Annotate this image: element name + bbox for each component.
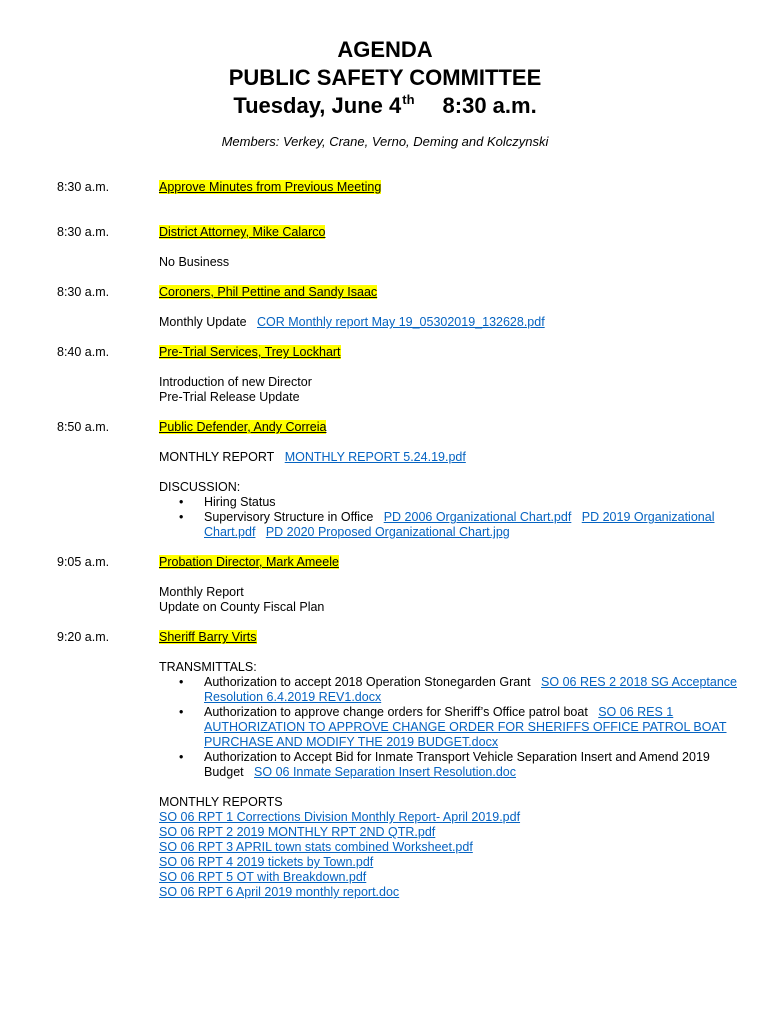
agenda-item-pretrial xyxy=(57,345,737,405)
pd-bullet-2-text: Supervisory Structure in Office xyxy=(204,510,374,524)
coroners-text: Monthly Update xyxy=(159,315,247,329)
list-item xyxy=(159,495,737,510)
pd-2020-chart-link[interactable]: PD 2020 Proposed Organizational Chart.jpg xyxy=(265,525,510,539)
item-title-pretrial[interactable]: Pre-Trial Services, Trey Lockhart xyxy=(159,345,341,359)
meeting-time: 8:30 a.m. xyxy=(442,93,537,118)
monthly-report-link[interactable]: SO 06 RPT 1 Corrections Division Monthly Report- April 2019.pdf xyxy=(159,810,521,824)
monthly-report-link[interactable]: SO 06 RPT 3 APRIL town stats combined Worksheet.pdf xyxy=(159,840,473,854)
monthly-report-link[interactable]: SO 06 RPT 2 2019 MONTHLY RPT 2ND QTR.pdf xyxy=(159,825,436,839)
agenda-item-probation xyxy=(57,555,737,615)
pd-report-text: MONTHLY REPORT xyxy=(159,450,275,464)
pretrial-line-1: Introduction of new Director xyxy=(159,375,312,389)
pd-discussion-label: DISCUSSION: xyxy=(159,480,241,494)
item-title-district-attorney[interactable]: District Attorney, Mike Calarco xyxy=(159,225,326,239)
meeting-date: Tuesday, June 4 xyxy=(233,93,402,118)
pd-2006-chart-link[interactable]: PD 2006 Organizational Chart.pdf xyxy=(383,510,572,524)
agenda-item-sheriff xyxy=(57,630,737,900)
transmittals-label: TRANSMITTALS: xyxy=(159,660,257,674)
agenda-title: AGENDA xyxy=(337,37,433,62)
members-list: Members: Verkey, Crane, Verno, Deming and Kolczynski xyxy=(221,134,549,149)
transmittal-3-link[interactable]: SO 06 Inmate Separation Insert Resolution.doc xyxy=(254,765,517,779)
date-suffix: th xyxy=(402,92,415,107)
pretrial-line-2: Pre-Trial Release Update xyxy=(159,390,300,404)
agenda-item-minutes xyxy=(57,180,737,195)
list-item xyxy=(159,510,737,540)
pd-report-link[interactable]: MONTHLY REPORT 5.24.19.pdf xyxy=(284,450,466,464)
item-time: 9:20 a.m. xyxy=(57,630,110,644)
item-time: 8:40 a.m. xyxy=(57,345,110,359)
list-item xyxy=(159,750,737,780)
list-item xyxy=(159,705,737,750)
transmittals-list xyxy=(159,675,737,780)
agenda-item-district-attorney xyxy=(57,225,737,270)
monthly-report-link[interactable]: SO 06 RPT 6 April 2019 monthly report.doc xyxy=(159,885,400,899)
coroners-report-link[interactable]: COR Monthly report May 19_05302019_132628.pdf xyxy=(256,315,545,329)
monthly-reports-label: MONTHLY REPORTS xyxy=(159,795,283,809)
da-note: No Business xyxy=(159,255,230,269)
transmittal-2-text: Authorization to approve change orders for Sheriff’s Office patrol boat xyxy=(204,705,588,719)
bullet-icon: • xyxy=(179,510,184,524)
item-time: 8:30 a.m. xyxy=(57,180,110,194)
transmittal-1-link[interactable]: SO 06 RES 2 2018 SG Acceptance Resolution 6.4.2019 REV1.docx xyxy=(204,675,737,704)
agenda-header xyxy=(0,36,770,149)
pd-2019-chart-link[interactable]: PD 2019 Organizational Chart.pdf xyxy=(204,510,715,539)
meeting-date-line xyxy=(0,92,770,120)
transmittal-3-text: Authorization to Accept Bid for Inmate Transport Vehicle Separation Insert and Amend 2019 Budget xyxy=(204,750,710,779)
bullet-icon: • xyxy=(179,495,184,509)
monthly-report-link[interactable]: SO 06 RPT 4 2019 tickets by Town.pdf xyxy=(159,855,374,869)
bullet-icon: • xyxy=(179,705,184,719)
item-title-sheriff[interactable]: Sheriff Barry Virts xyxy=(159,630,257,644)
probation-line-2: Update on County Fiscal Plan xyxy=(159,600,325,614)
item-time: 8:50 a.m. xyxy=(57,420,110,434)
pd-bullet-1: Hiring Status xyxy=(204,495,276,509)
bullet-icon: • xyxy=(179,750,184,764)
item-time: 8:30 a.m. xyxy=(57,225,110,239)
committee-title: PUBLIC SAFETY COMMITTEE xyxy=(228,65,542,90)
item-time: 8:30 a.m. xyxy=(57,285,110,299)
monthly-report-link[interactable]: SO 06 RPT 5 OT with Breakdown.pdf xyxy=(159,870,367,884)
probation-line-1: Monthly Report xyxy=(159,585,244,599)
agenda-item-coroners xyxy=(57,285,737,330)
item-title-public-defender[interactable]: Public Defender, Andy Correia xyxy=(159,420,327,434)
item-title-coroners[interactable]: Coroners, Phil Pettine and Sandy Isaac xyxy=(159,285,378,299)
agenda-item-public-defender xyxy=(57,420,737,540)
transmittal-2-link[interactable]: SO 06 RES 1 AUTHORIZATION TO APPROVE CHANGE ORDER FOR SHERIFFS OFFICE PATROL BOAT PURCHASE AND MODIFY THE 2019 BUDGET.docx xyxy=(204,705,727,749)
item-time: 9:05 a.m. xyxy=(57,555,110,569)
item-title-minutes[interactable]: Approve Minutes from Previous Meeting xyxy=(159,180,382,194)
transmittal-1-text: Authorization to accept 2018 Operation Stonegarden Grant xyxy=(204,675,531,689)
agenda-items xyxy=(57,180,737,900)
pd-discussion-list xyxy=(159,495,737,540)
monthly-reports-list xyxy=(159,810,737,900)
bullet-icon: • xyxy=(179,675,184,689)
item-title-probation[interactable]: Probation Director, Mark Ameele xyxy=(159,555,339,569)
list-item xyxy=(159,675,737,705)
